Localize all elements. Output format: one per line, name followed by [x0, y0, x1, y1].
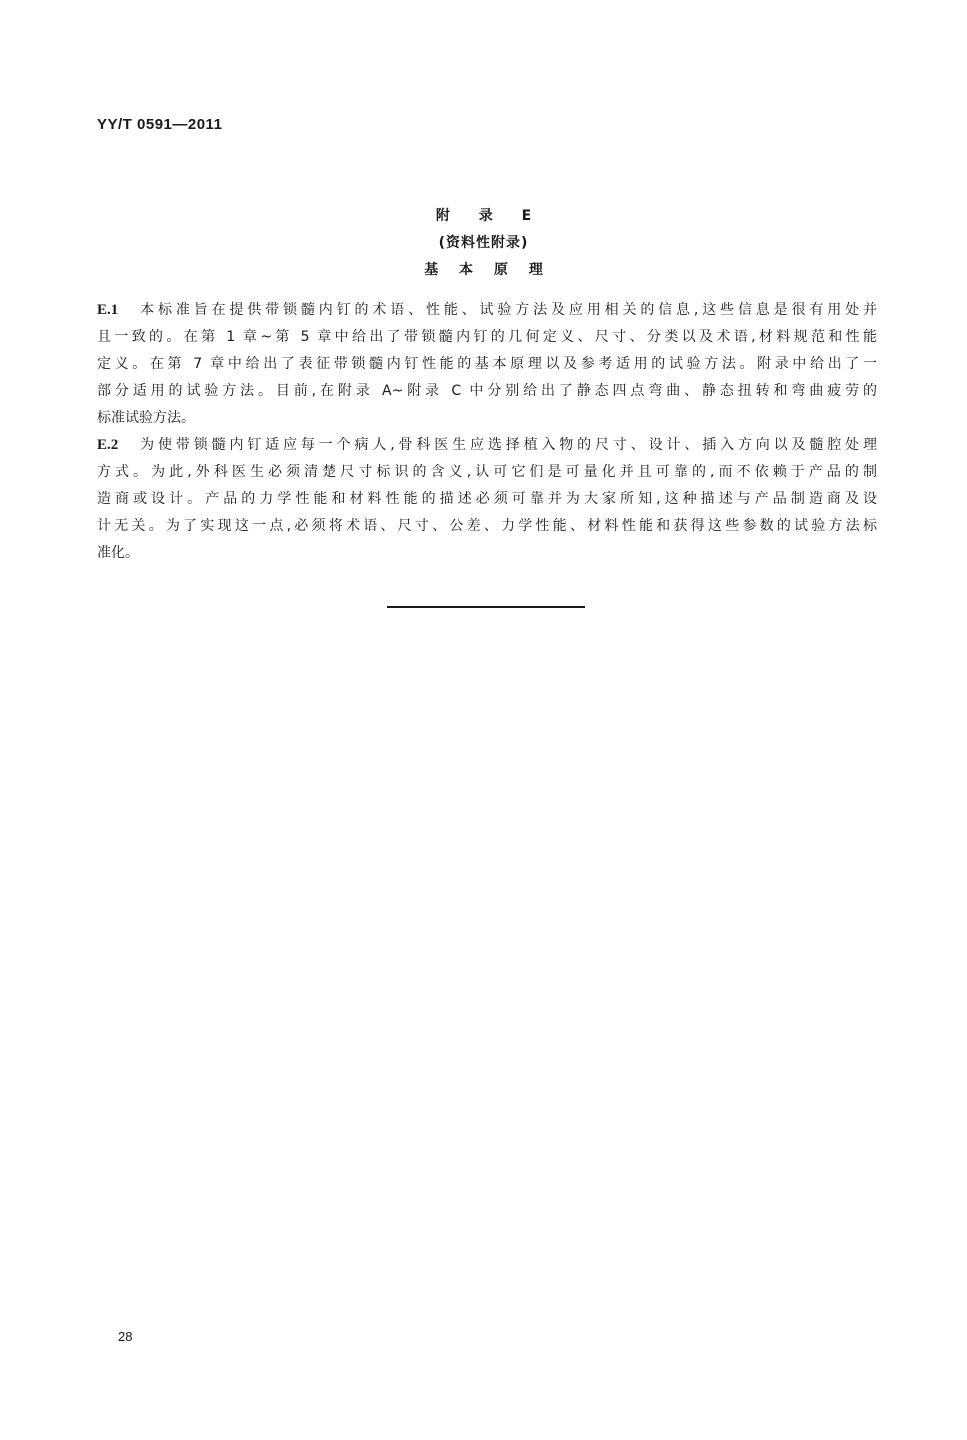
- clause-e1-number: E.1: [97, 302, 119, 318]
- appendix-main-title: 基 本 原 理: [424, 262, 551, 278]
- clause-e1-line-1: [97, 297, 877, 324]
- clause-e2-line-1: [97, 432, 877, 459]
- appendix-subtitle: (资料性附录): [438, 235, 529, 251]
- clause-e1-line-1-text: 本标准旨在提供带锁髓内钉的术语、性能、试验方法及应用相关的信息,这些信息是很有用处并: [136, 302, 877, 318]
- clause-e2-line-4: 计无关。为了实现这一点,必须将术语、尺寸、公差、力学性能、材料性能和获得这些参数的试验方法标: [97, 518, 877, 534]
- appendix-title: 附 录 E: [435, 208, 544, 224]
- clause-e1: [97, 297, 877, 432]
- end-rule: [387, 606, 585, 608]
- document-body: [97, 297, 877, 567]
- clause-e1-line-4: 部分适用的试验方法。目前,在附录 A~附录 C 中分别给出了静态四点弯曲、静态扭转和弯曲疲劳的: [97, 383, 877, 399]
- clause-e1-line-5: 标准试验方法。: [97, 410, 195, 426]
- clause-e2: [97, 432, 877, 567]
- clause-e2-line-3: 造商或设计。产品的力学性能和材料性能的描述必须可靠并为大家所知,这种描述与产品制造商及设: [97, 491, 877, 507]
- clause-e1-line-3: 定义。在第 7 章中给出了表征带锁髓内钉性能的基本原理以及参考适用的试验方法。附录中给出了一: [97, 356, 877, 372]
- page-number: 28: [118, 1329, 133, 1344]
- clause-e1-line-2: 且一致的。在第 1 章~第 5 章中给出了带锁髓内钉的几何定义、尺寸、分类以及术语,材料规范和性能: [97, 329, 877, 345]
- standard-code: YY/T 0591—2011: [97, 116, 223, 133]
- clause-e2-line-5: 准化。: [97, 545, 139, 561]
- appendix-titles: [0, 203, 967, 284]
- clause-e2-line-2: 方式。为此,外科医生必须清楚尺寸标识的含义,认可它们是可量化并且可靠的,而不依赖于产品的制: [97, 464, 877, 480]
- clause-e2-number: E.2: [97, 437, 119, 453]
- clause-e2-line-1-text: 为使带锁髓内钉适应每一个病人,骨科医生应选择植入物的尺寸、设计、插入方向以及髓腔处理: [136, 437, 877, 453]
